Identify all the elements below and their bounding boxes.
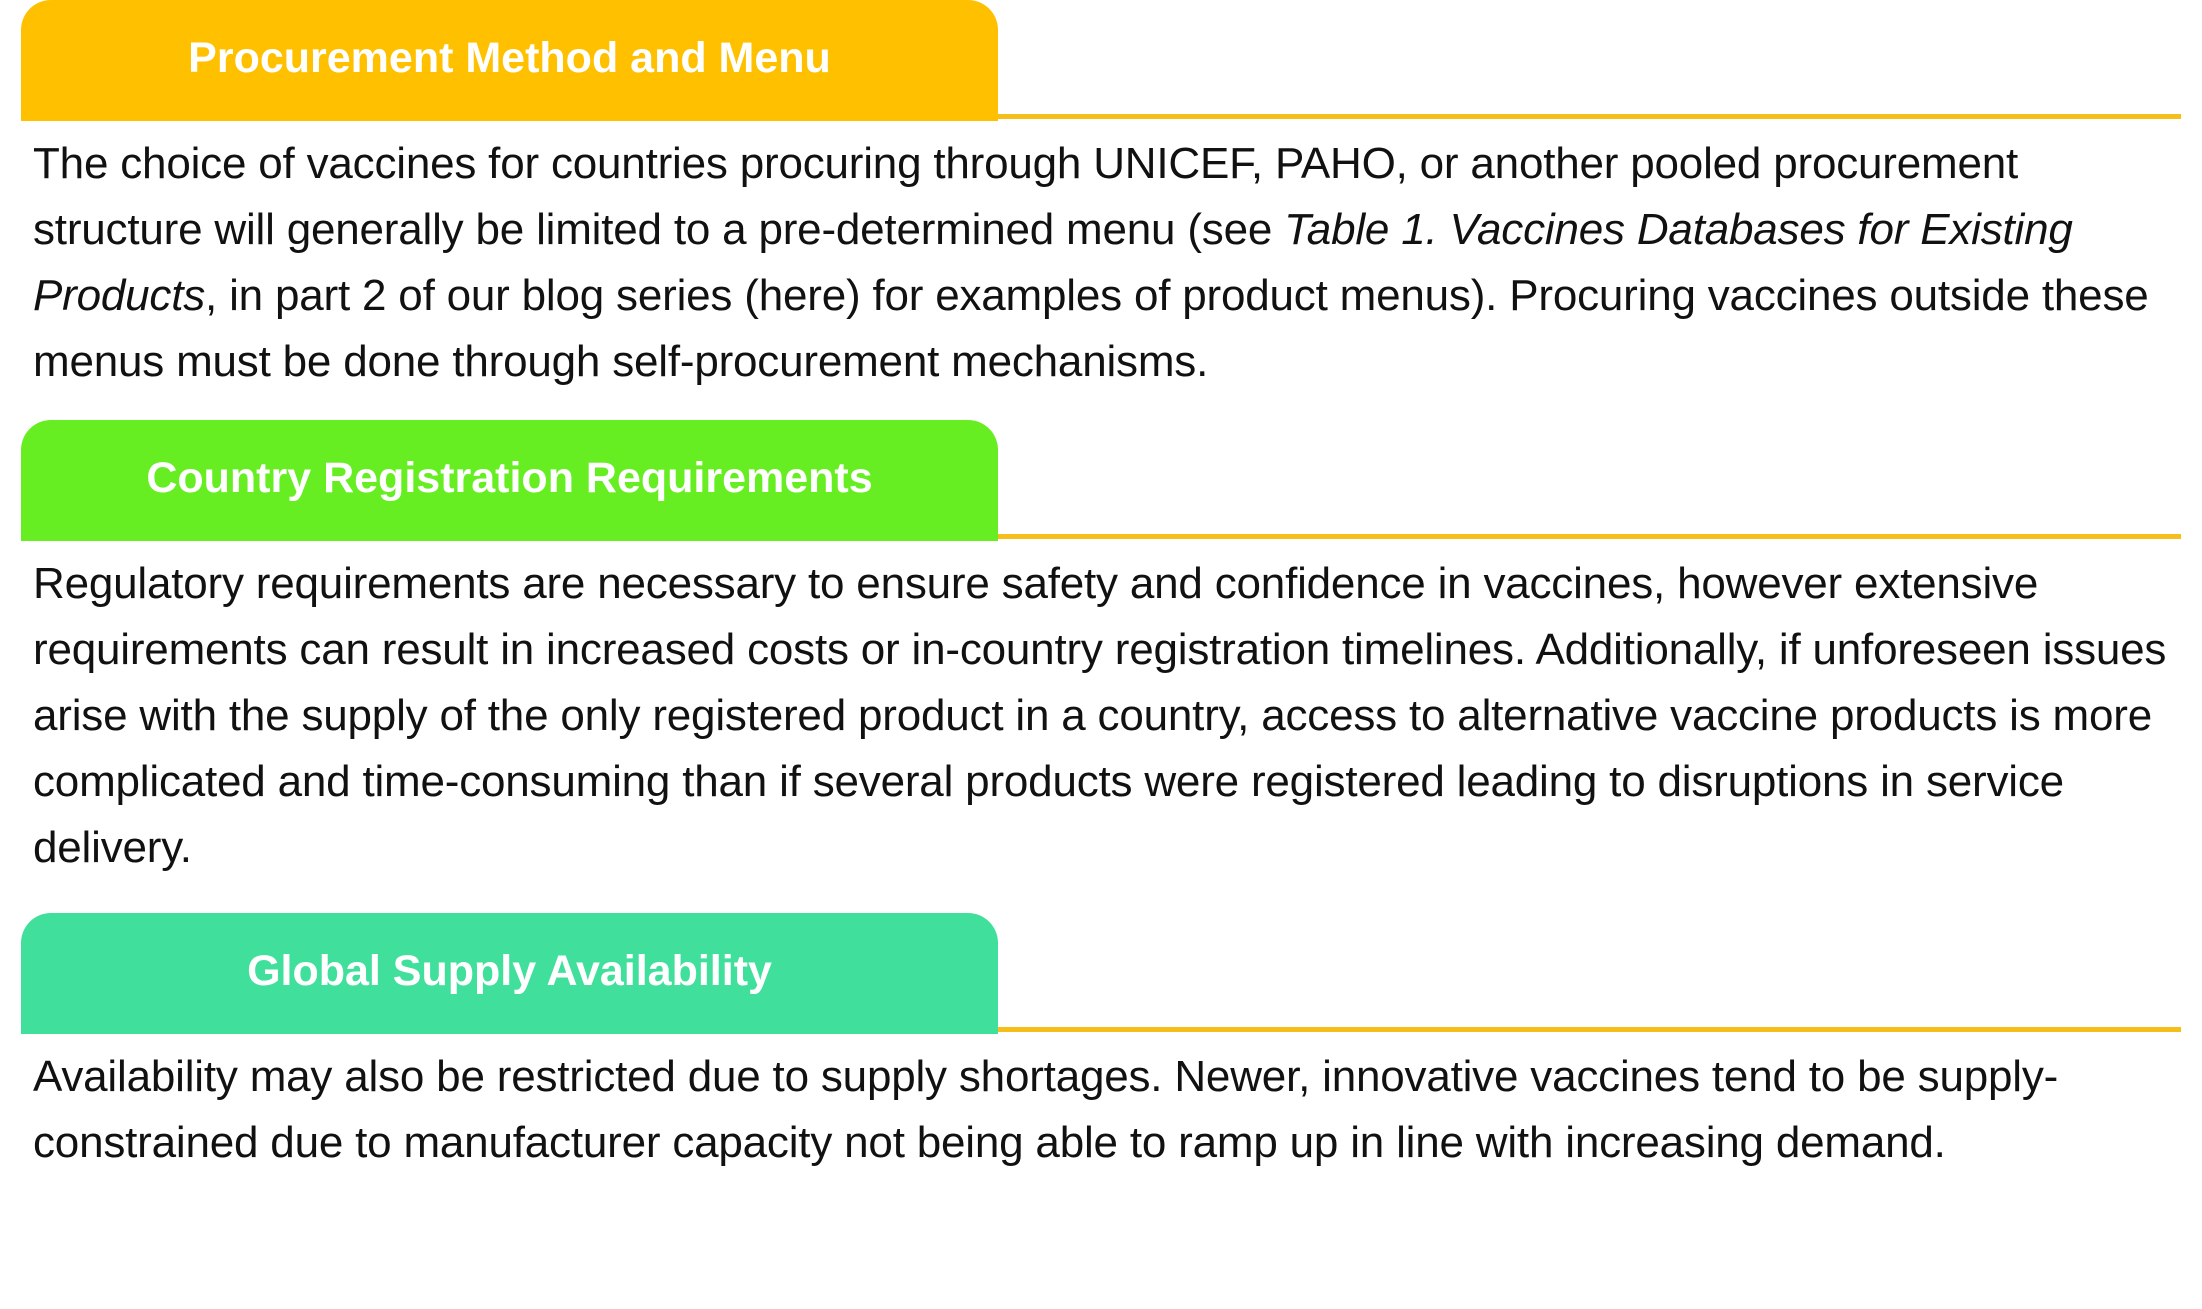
- section-body-text: Regulatory requirements are necessary to ensure safety and confidence in vaccines, however extensive requirements can result in increased costs or in-country registration timelines. Additionally, if unforeseen issues arise with the supply of the only registered product in a country, access to alternative vaccine products is more complicated and time-consuming than if several products were registered leading to disruptions in service delivery.: [33, 559, 2167, 872]
- section-body-text: [21, 121, 2181, 395]
- section-divider-line: [998, 534, 2181, 539]
- section-title: Country Registration Requirements: [146, 454, 873, 502]
- section-title: Procurement Method and Menu: [188, 34, 831, 82]
- section-divider-line: [998, 114, 2181, 119]
- section-title: Global Supply Availability: [247, 947, 772, 995]
- section-divider-line: [998, 1027, 2181, 1032]
- body-text-part: The choice of vaccines for countries procuring through UNICEF, PAHO, or another pooled procurement structure will generally be limited to a pre-determined menu (see: [33, 139, 2019, 254]
- section-header-tab: [21, 0, 998, 121]
- table-reference-italic: Table 1. Vaccines Databases for Existing Products: [33, 205, 2073, 320]
- section-procurement-method: [21, 0, 2181, 395]
- section-header-tab: [21, 913, 998, 1034]
- section-header-tab: [21, 420, 998, 541]
- body-text-part: , in part 2 of our blog series (here) for examples of product menus). Procuring vaccines outside these menus must be done through self-procurement mechanisms.: [33, 271, 2149, 386]
- section-body-text: Availability may also be restricted due to supply shortages. Newer, innovative vaccines tend to be supply-constrained due to manufacturer capacity not being able to ramp up in line with increasing demand.: [33, 1052, 2059, 1167]
- section-country-registration: [21, 420, 2181, 881]
- section-global-supply: [21, 913, 2181, 1176]
